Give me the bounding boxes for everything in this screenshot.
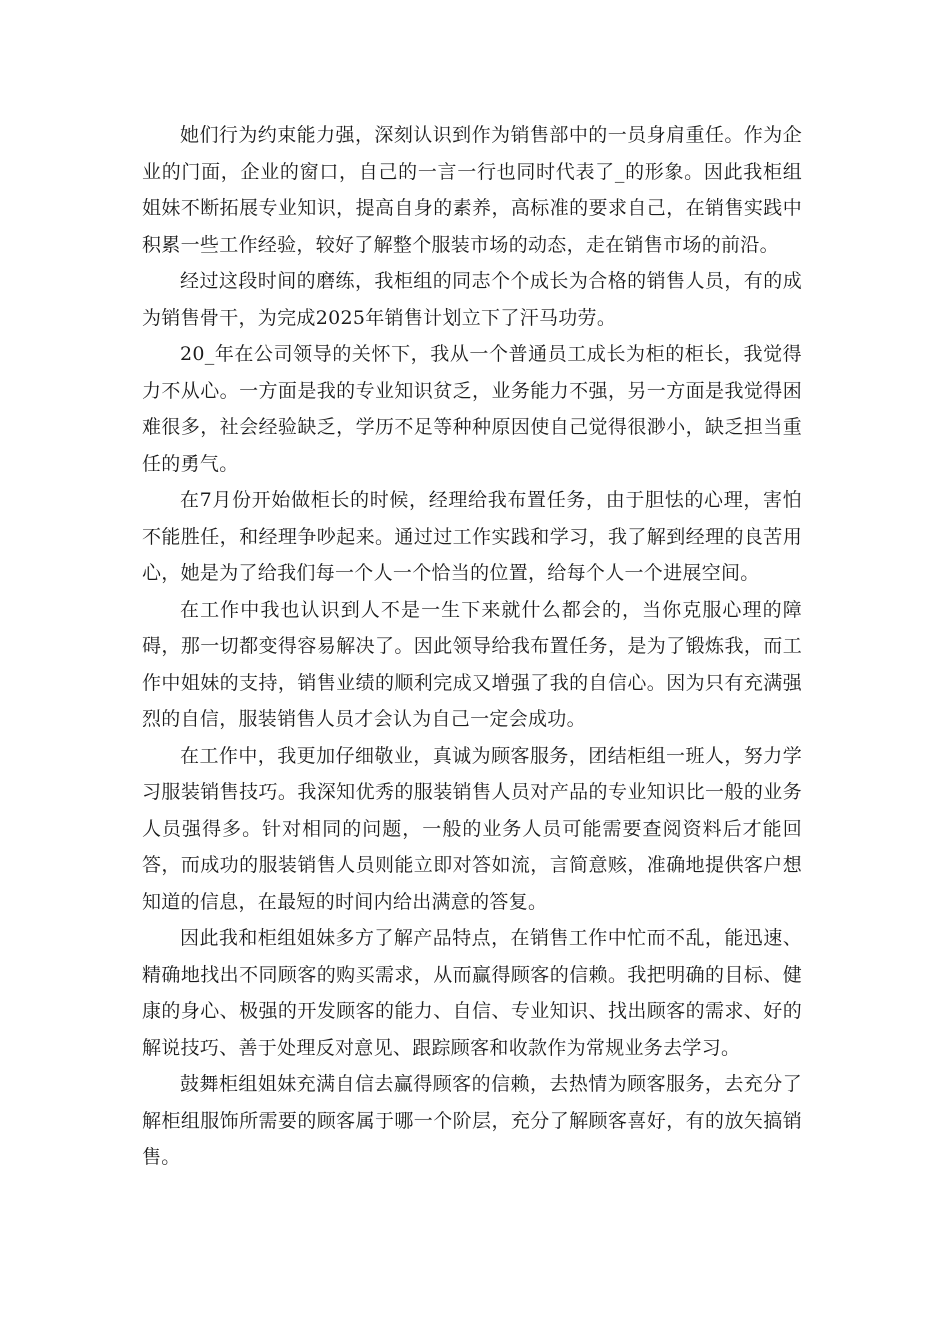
paragraph-2: 经过这段时间的磨练，我柜组的同志个个成长为合格的销售人员，有的成为销售骨干，为完成2025年销售计划立下了汗马功劳。 xyxy=(142,270,802,329)
paragraph-5: 在工作中我也认识到人不是一生下来就什么都会的，当你克服心理的障碍，那一切都变得容易解决了。因此领导给我布置任务，是为了锻炼我，而工作中姐妹的支持，销售业绩的顺利完成又增强了我的自信心。因为只有充满强烈的自信，服装销售人员才会认为自己一定会成功。 xyxy=(142,598,802,730)
paragraph-4: 在7月份开始做柜长的时候，经理给我布置任务，由于胆怯的心理，害怕不能胜任，和经理争吵起来。通过过工作实践和学习，我了解到经理的良苦用心，她是为了给我们每一个人一个恰当的位置，给每个人一个进展空间。 xyxy=(142,489,802,584)
paragraph-8: 鼓舞柜组姐妹充满自信去赢得顾客的信赖，去热情为顾客服务，去充分了解柜组服饰所需要的顾客属于哪一个阶层，充分了解顾客喜好，有的放矢搞销售。 xyxy=(142,1073,802,1168)
document-body xyxy=(142,117,802,1176)
paragraph-7: 因此我和柜组姐妹多方了解产品特点，在销售工作中忙而不乱，能迅速、精确地找出不同顾客的购买需求，从而赢得顾客的信赖。我把明确的目标、健康的身心、极强的开发顾客的能力、自信、专业知识、找出顾客的需求、好的解说技巧、善于处理反对意见、跟踪顾客和收款作为常规业务去学习。 xyxy=(142,927,802,1059)
paragraph-6: 在工作中，我更加仔细敬业，真诚为顾客服务，团结柜组一班人，努力学习服装销售技巧。我深知优秀的服装销售人员对产品的专业知识比一般的业务人员强得多。针对相同的问题，一般的业务人员可能需要查阅资料后才能回答，而成功的服装销售人员则能立即对答如流，言简意赅，准确地提供客户想知道的信息，在最短的时间内给出满意的答复。 xyxy=(142,744,802,913)
paragraph-3: 20_年在公司领导的关怀下，我从一个普通员工成长为柜的柜长，我觉得力不从心。一方面是我的专业知识贫乏，业务能力不强，另一方面是我觉得困难很多，社会经验缺乏，学历不足等种种原因使自己觉得很渺小，缺乏担当重任的勇气。 xyxy=(142,343,802,475)
paragraph-1: 她们行为约束能力强，深刻认识到作为销售部中的一员身肩重任。作为企业的门面，企业的窗口，自己的一言一行也同时代表了_的形象。因此我柜组姐妹不断拓展专业知识，提高自身的素养，高标准的要求自己，在销售实践中积累一些工作经验，较好了解整个服装市场的动态，走在销售市场的前沿。 xyxy=(142,124,802,256)
